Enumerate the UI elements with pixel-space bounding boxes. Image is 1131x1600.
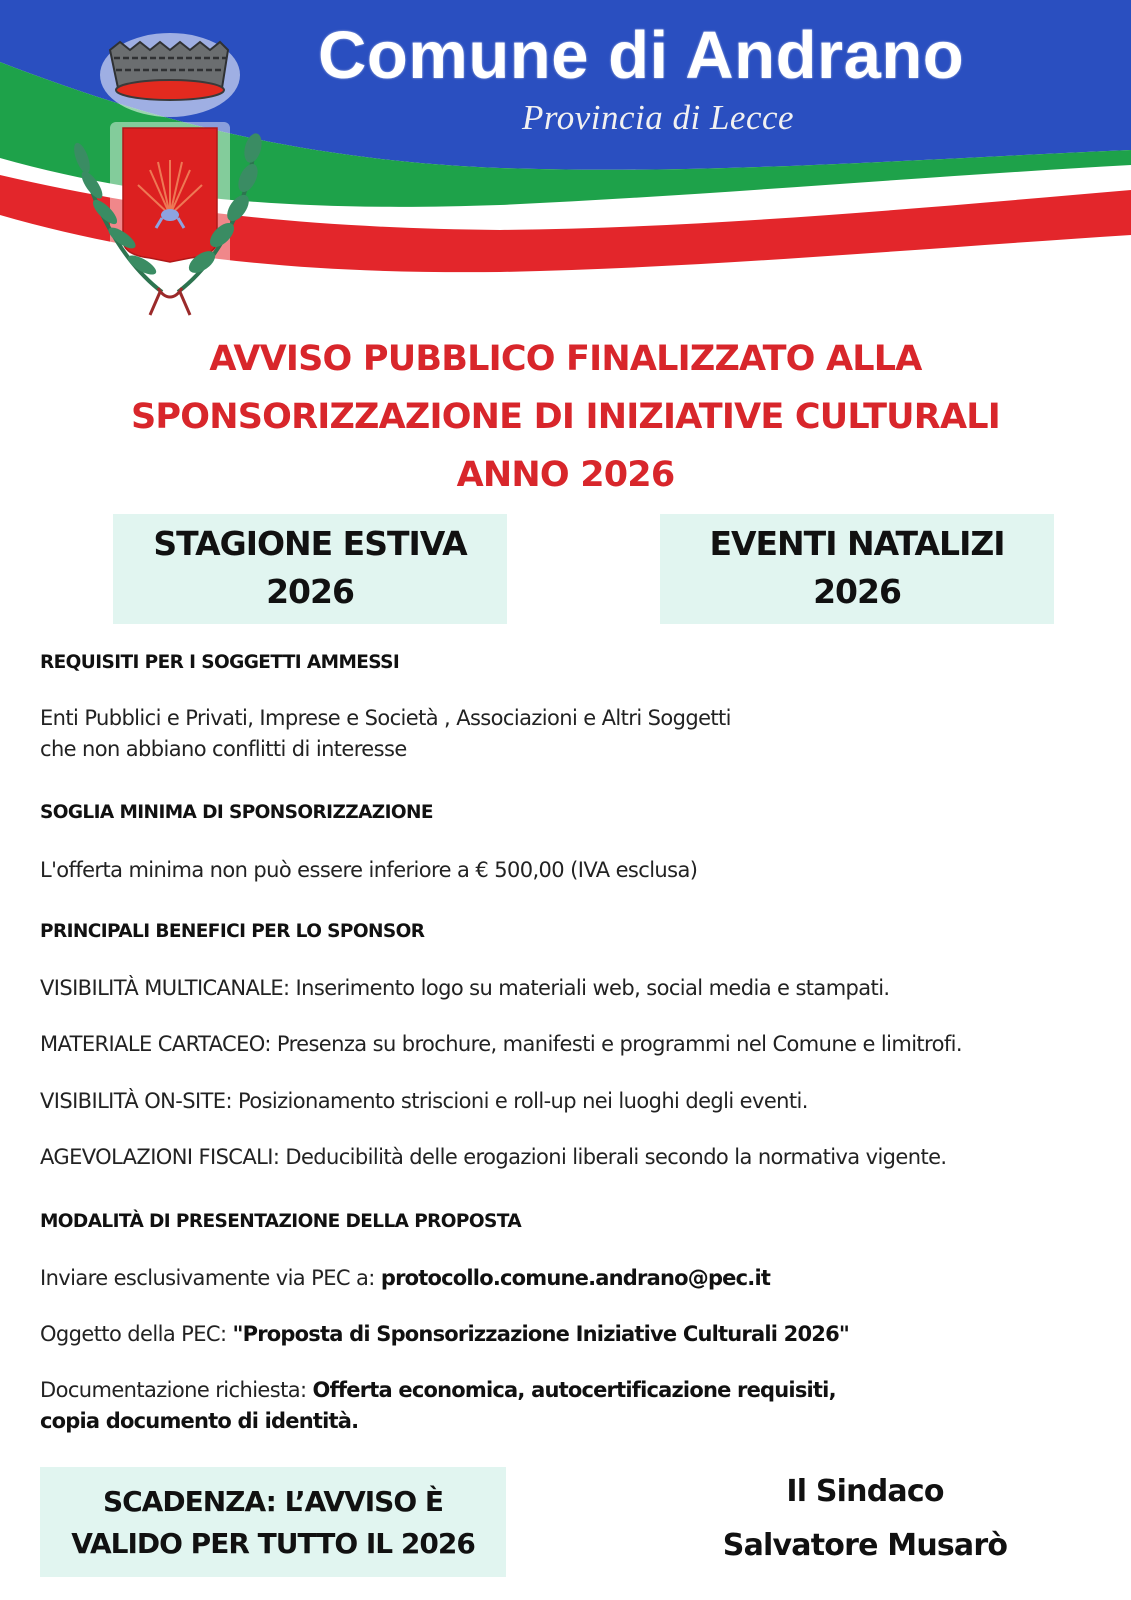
benefit-item: VISIBILITÀ ON-SITE: Posizionamento striscioni e roll-up nei luoghi degli eventi.	[40, 1089, 808, 1113]
ribbon-icon	[150, 288, 190, 315]
subject-label: Oggetto della PEC:	[40, 1322, 233, 1346]
docs-value-1: Offerta economica, autocertificazione requisiti,	[312, 1378, 836, 1402]
subject-value: "Proposta di Sponsorizzazione Iniziative Culturali 2026"	[232, 1322, 850, 1346]
crown-icon	[110, 42, 228, 100]
signature-title: Il Sindaco	[786, 1474, 944, 1509]
province-subtitle: Provincia di Lecce	[522, 98, 795, 137]
threshold-heading: SOGLIA MINIMA DI SPONSORIZZAZIONE	[40, 802, 433, 823]
docs-line	[40, 1375, 836, 1437]
coat-of-arms-icon	[50, 30, 290, 330]
benefit-item: MATERIALE CARTACEO: Presenza su brochure, manifesti e programmi nel Comune e limitrofi.	[40, 1032, 962, 1056]
deadline-box	[40, 1467, 506, 1577]
deadline-line-2: VALIDO PER TUTTO IL 2026	[71, 1527, 475, 1560]
pec-email-link[interactable]: protocollo.comune.andrano@pec.it	[380, 1266, 771, 1290]
subject-line	[40, 1319, 849, 1350]
season-box-christmas	[660, 514, 1054, 624]
header-banner	[0, 0, 1131, 330]
season-year: 2026	[266, 572, 354, 611]
pec-line	[40, 1263, 770, 1294]
submission-heading: MODALITÀ DI PRESENTAZIONE DELLA PROPOSTA	[40, 1211, 522, 1232]
requirements-heading: REQUISITI PER I SOGGETTI AMMESSI	[40, 652, 400, 673]
shield-icon	[123, 128, 217, 262]
docs-label: Documentazione richiesta:	[40, 1378, 313, 1402]
notice-title	[0, 330, 1131, 504]
docs-value-2: copia documento di identità.	[40, 1409, 359, 1433]
benefit-item: VISIBILITÀ MULTICANALE: Inserimento logo su materiali web, social media e stampati.	[40, 976, 890, 1000]
notice-title-line-2: SPONSORIZZAZIONE DI INIZIATIVE CULTURALI	[131, 397, 1000, 437]
season-label: STAGIONE ESTIVA	[153, 524, 467, 563]
season-year: 2026	[813, 572, 901, 611]
requirements-line-2: che non abbiano conflitti di interesse	[40, 737, 407, 761]
benefits-heading: PRINCIPALI BENEFICI PER LO SPONSOR	[40, 921, 425, 942]
requirements-line-1: Enti Pubblici e Privati, Imprese e Società , Associazioni e Altri Soggetti	[40, 706, 731, 730]
deadline-line-1: SCADENZA: L’AVVISO È	[102, 1485, 444, 1518]
pec-label: Inviare esclusivamente via PEC a:	[40, 1266, 381, 1290]
threshold-text: L'offerta minima non può essere inferiore a € 500,00 (IVA esclusa)	[40, 858, 698, 882]
mayor-signature	[670, 1465, 1060, 1573]
requirements-text	[40, 703, 731, 765]
benefit-item: AGEVOLAZIONI FISCALI: Deducibilità delle erogazioni liberali secondo la normativa vigente.	[40, 1145, 947, 1169]
municipality-title: Comune di Andrano	[318, 18, 965, 93]
notice-title-line-3: ANNO 2026	[456, 455, 675, 495]
signature-name: Salvatore Musarò	[722, 1528, 1008, 1563]
notice-title-line-1: AVVISO PUBBLICO FINALIZZATO ALLA	[209, 339, 922, 379]
season-label: EVENTI NATALIZI	[709, 524, 1005, 563]
season-box-summer	[113, 514, 507, 624]
